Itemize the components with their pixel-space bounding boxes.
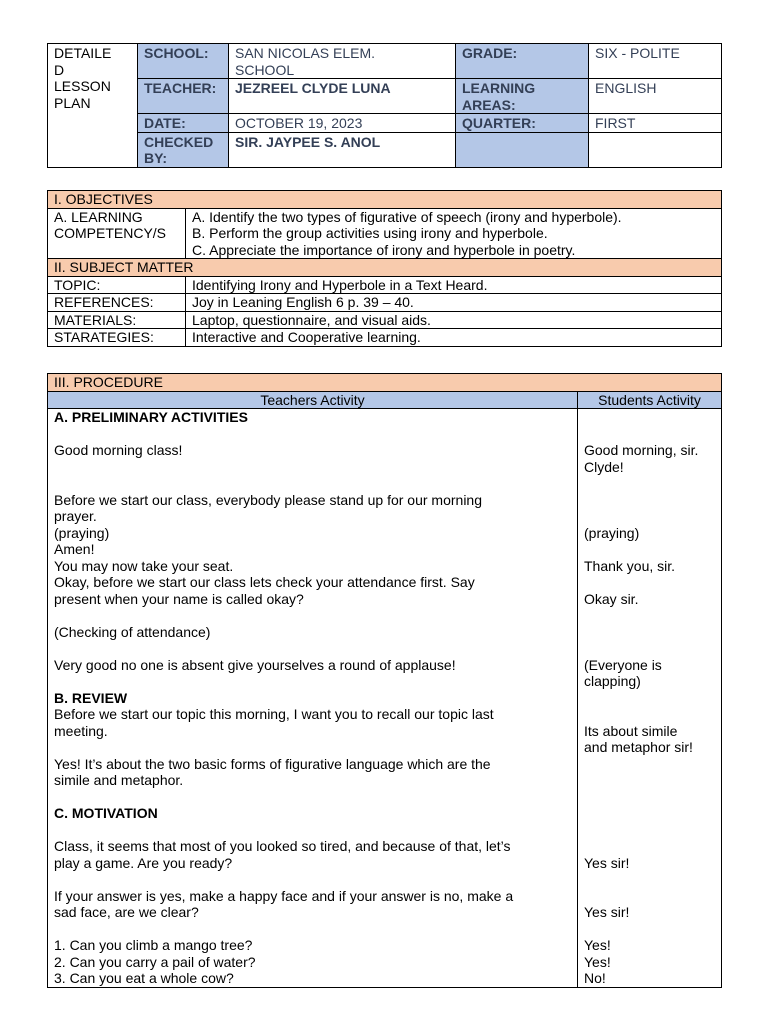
student-line: clapping) (584, 673, 641, 689)
teacher-line: simile and metaphor. (54, 772, 184, 788)
teacher-line: present when your name is called okay? (54, 590, 304, 607)
student-line (584, 706, 715, 723)
teacher-line: sad face, are we clear? (54, 904, 199, 920)
school-label: SCHOOL: (138, 44, 229, 79)
student-line: and metaphor sir! (584, 739, 693, 755)
teacher-line: Before we start our class, everybody please stand up for our morning (54, 491, 482, 508)
strategies-label: STARATEGIES: (48, 329, 186, 347)
empty-label-cell (456, 132, 589, 167)
objective-item: B. Perform the group activities using irony and hyperbole. (192, 225, 548, 241)
teacher-value: JEZREEL CLYDE LUNA (229, 79, 456, 114)
students-activity-header: Students Activity (578, 391, 722, 409)
student-line: Yes! (584, 953, 611, 970)
teacher-line (54, 673, 571, 690)
student-line (584, 574, 715, 591)
student-line (584, 409, 715, 426)
subject-matter-heading: II. SUBJECT MATTER (48, 259, 722, 277)
teacher-line: 1. Can you climb a mango tree? (54, 937, 253, 953)
student-line (584, 607, 715, 624)
section-heading: A. PRELIMINARY ACTIVITIES (54, 409, 248, 425)
student-line: Yes sir! (584, 904, 630, 920)
references-value: Joy in Leaning English 6 p. 39 – 40. (186, 294, 722, 312)
section-heading: C. MOTIVATION (54, 805, 158, 821)
student-line: (Everyone is (584, 656, 662, 673)
teacher-line (54, 739, 571, 756)
student-line: Clyde! (584, 458, 624, 475)
school-value: SAN NICOLAS ELEM. SCHOOL (229, 44, 456, 79)
objectives-heading: I. OBJECTIVES (48, 191, 722, 209)
student-line (584, 789, 715, 806)
student-line (584, 690, 715, 707)
teacher-line: prayer. (54, 508, 97, 524)
objective-item: A. Identify the two types of figurative of speech (irony and hyperbole). (192, 208, 622, 225)
checked-by-value: SIR. JAYPEE S. ANOL (229, 132, 456, 167)
grade-value: SIX - POLITE (589, 44, 722, 79)
student-line (584, 805, 715, 822)
teacher-line: Amen! (54, 541, 95, 557)
objectives-table (47, 190, 722, 347)
teacher-line: Okay, before we start our class lets check your attendance first. Say (54, 574, 475, 590)
topic-label: TOPIC: (48, 276, 186, 294)
student-line (584, 541, 715, 558)
teacher-line: Class, it seems that most of you looked so tired, and because of that, let’s (54, 838, 511, 854)
student-line (584, 871, 715, 888)
teachers-activity-column (48, 409, 578, 988)
student-line (584, 426, 715, 443)
teacher-line (54, 426, 571, 443)
date-value: OCTOBER 19, 2023 (229, 114, 456, 133)
student-line (584, 492, 715, 509)
teacher-line: You may now take your seat. (54, 557, 234, 574)
student-line (584, 921, 715, 938)
learning-areas-value: ENGLISH (589, 79, 722, 114)
teacher-line: (praying) (54, 524, 110, 541)
student-line (584, 888, 715, 905)
student-line: Yes! (584, 937, 611, 953)
teacher-line (54, 921, 571, 938)
students-activity-column (578, 409, 722, 988)
references-label: REFERENCES: (48, 294, 186, 312)
teachers-activity-header: Teachers Activity (48, 391, 578, 409)
procedure-table (47, 373, 722, 988)
student-line: Yes sir! (584, 854, 630, 871)
student-line (584, 772, 715, 789)
student-line (584, 756, 715, 773)
teacher-line: Good morning class! (54, 442, 183, 458)
procedure-heading: III. PROCEDURE (48, 374, 722, 392)
student-line (584, 624, 715, 641)
teacher-line: 2. Can you carry a pail of water? (54, 953, 256, 970)
teacher-line (54, 822, 571, 839)
grade-label: GRADE: (456, 44, 589, 79)
topic-value: Identifying Irony and Hyperbole in a Text Heard. (186, 276, 722, 294)
student-line: No! (584, 970, 606, 986)
teacher-line (54, 789, 571, 806)
teacher-line: play a game. Are you ready? (54, 854, 233, 871)
student-line (584, 508, 715, 525)
teacher-line: (Checking of attendance) (54, 623, 211, 640)
student-line (584, 838, 715, 855)
empty-value-cell (589, 132, 722, 167)
header-table (47, 43, 722, 168)
student-line: Okay sir. (584, 590, 639, 607)
date-label: DATE: (138, 114, 229, 133)
materials-value: Laptop, questionnaire, and visual aids. (186, 311, 722, 329)
teacher-line (54, 640, 571, 657)
teacher-line: Before we start our topic this morning, I want you to recall our topic last (54, 706, 494, 722)
materials-label: MATERIALS: (48, 311, 186, 329)
student-line: Good morning, sir. (584, 442, 699, 458)
student-line: (praying) (584, 524, 640, 541)
teacher-line (54, 871, 571, 888)
quarter-label: QUARTER: (456, 114, 589, 133)
learning-competency-label: A. LEARNING COMPETENCY/S (48, 208, 186, 259)
teacher-line: 3. Can you eat a whole cow? (54, 970, 234, 986)
teacher-line (54, 459, 571, 476)
student-line (584, 822, 715, 839)
section-heading: B. REVIEW (54, 689, 128, 706)
teacher-line: Yes! It’s about the two basic forms of figurative language which are the (54, 755, 491, 772)
teacher-label: TEACHER: (138, 79, 229, 114)
student-line (584, 475, 715, 492)
document-type: DETAILE D LESSON PLAN (48, 44, 138, 168)
student-line: Its about simile (584, 722, 678, 739)
teacher-line (54, 475, 571, 492)
checked-by-label: CHECKED BY: (138, 132, 229, 167)
teacher-line: If your answer is yes, make a happy face and if your answer is no, make a (54, 887, 514, 904)
teacher-line (54, 607, 571, 624)
teacher-line: meeting. (54, 722, 108, 739)
learning-areas-label: LEARNING AREAS: (456, 79, 589, 114)
student-line (584, 640, 715, 657)
objectives-list (186, 208, 722, 259)
objective-item: C. Appreciate the importance of irony and hyperbole in poetry. (192, 241, 576, 258)
quarter-value: FIRST (589, 114, 722, 133)
strategies-value: Interactive and Cooperative learning. (186, 329, 722, 347)
student-line: Thank you, sir. (584, 557, 676, 574)
teacher-line: Very good no one is absent give yourselves a round of applause! (54, 656, 456, 673)
